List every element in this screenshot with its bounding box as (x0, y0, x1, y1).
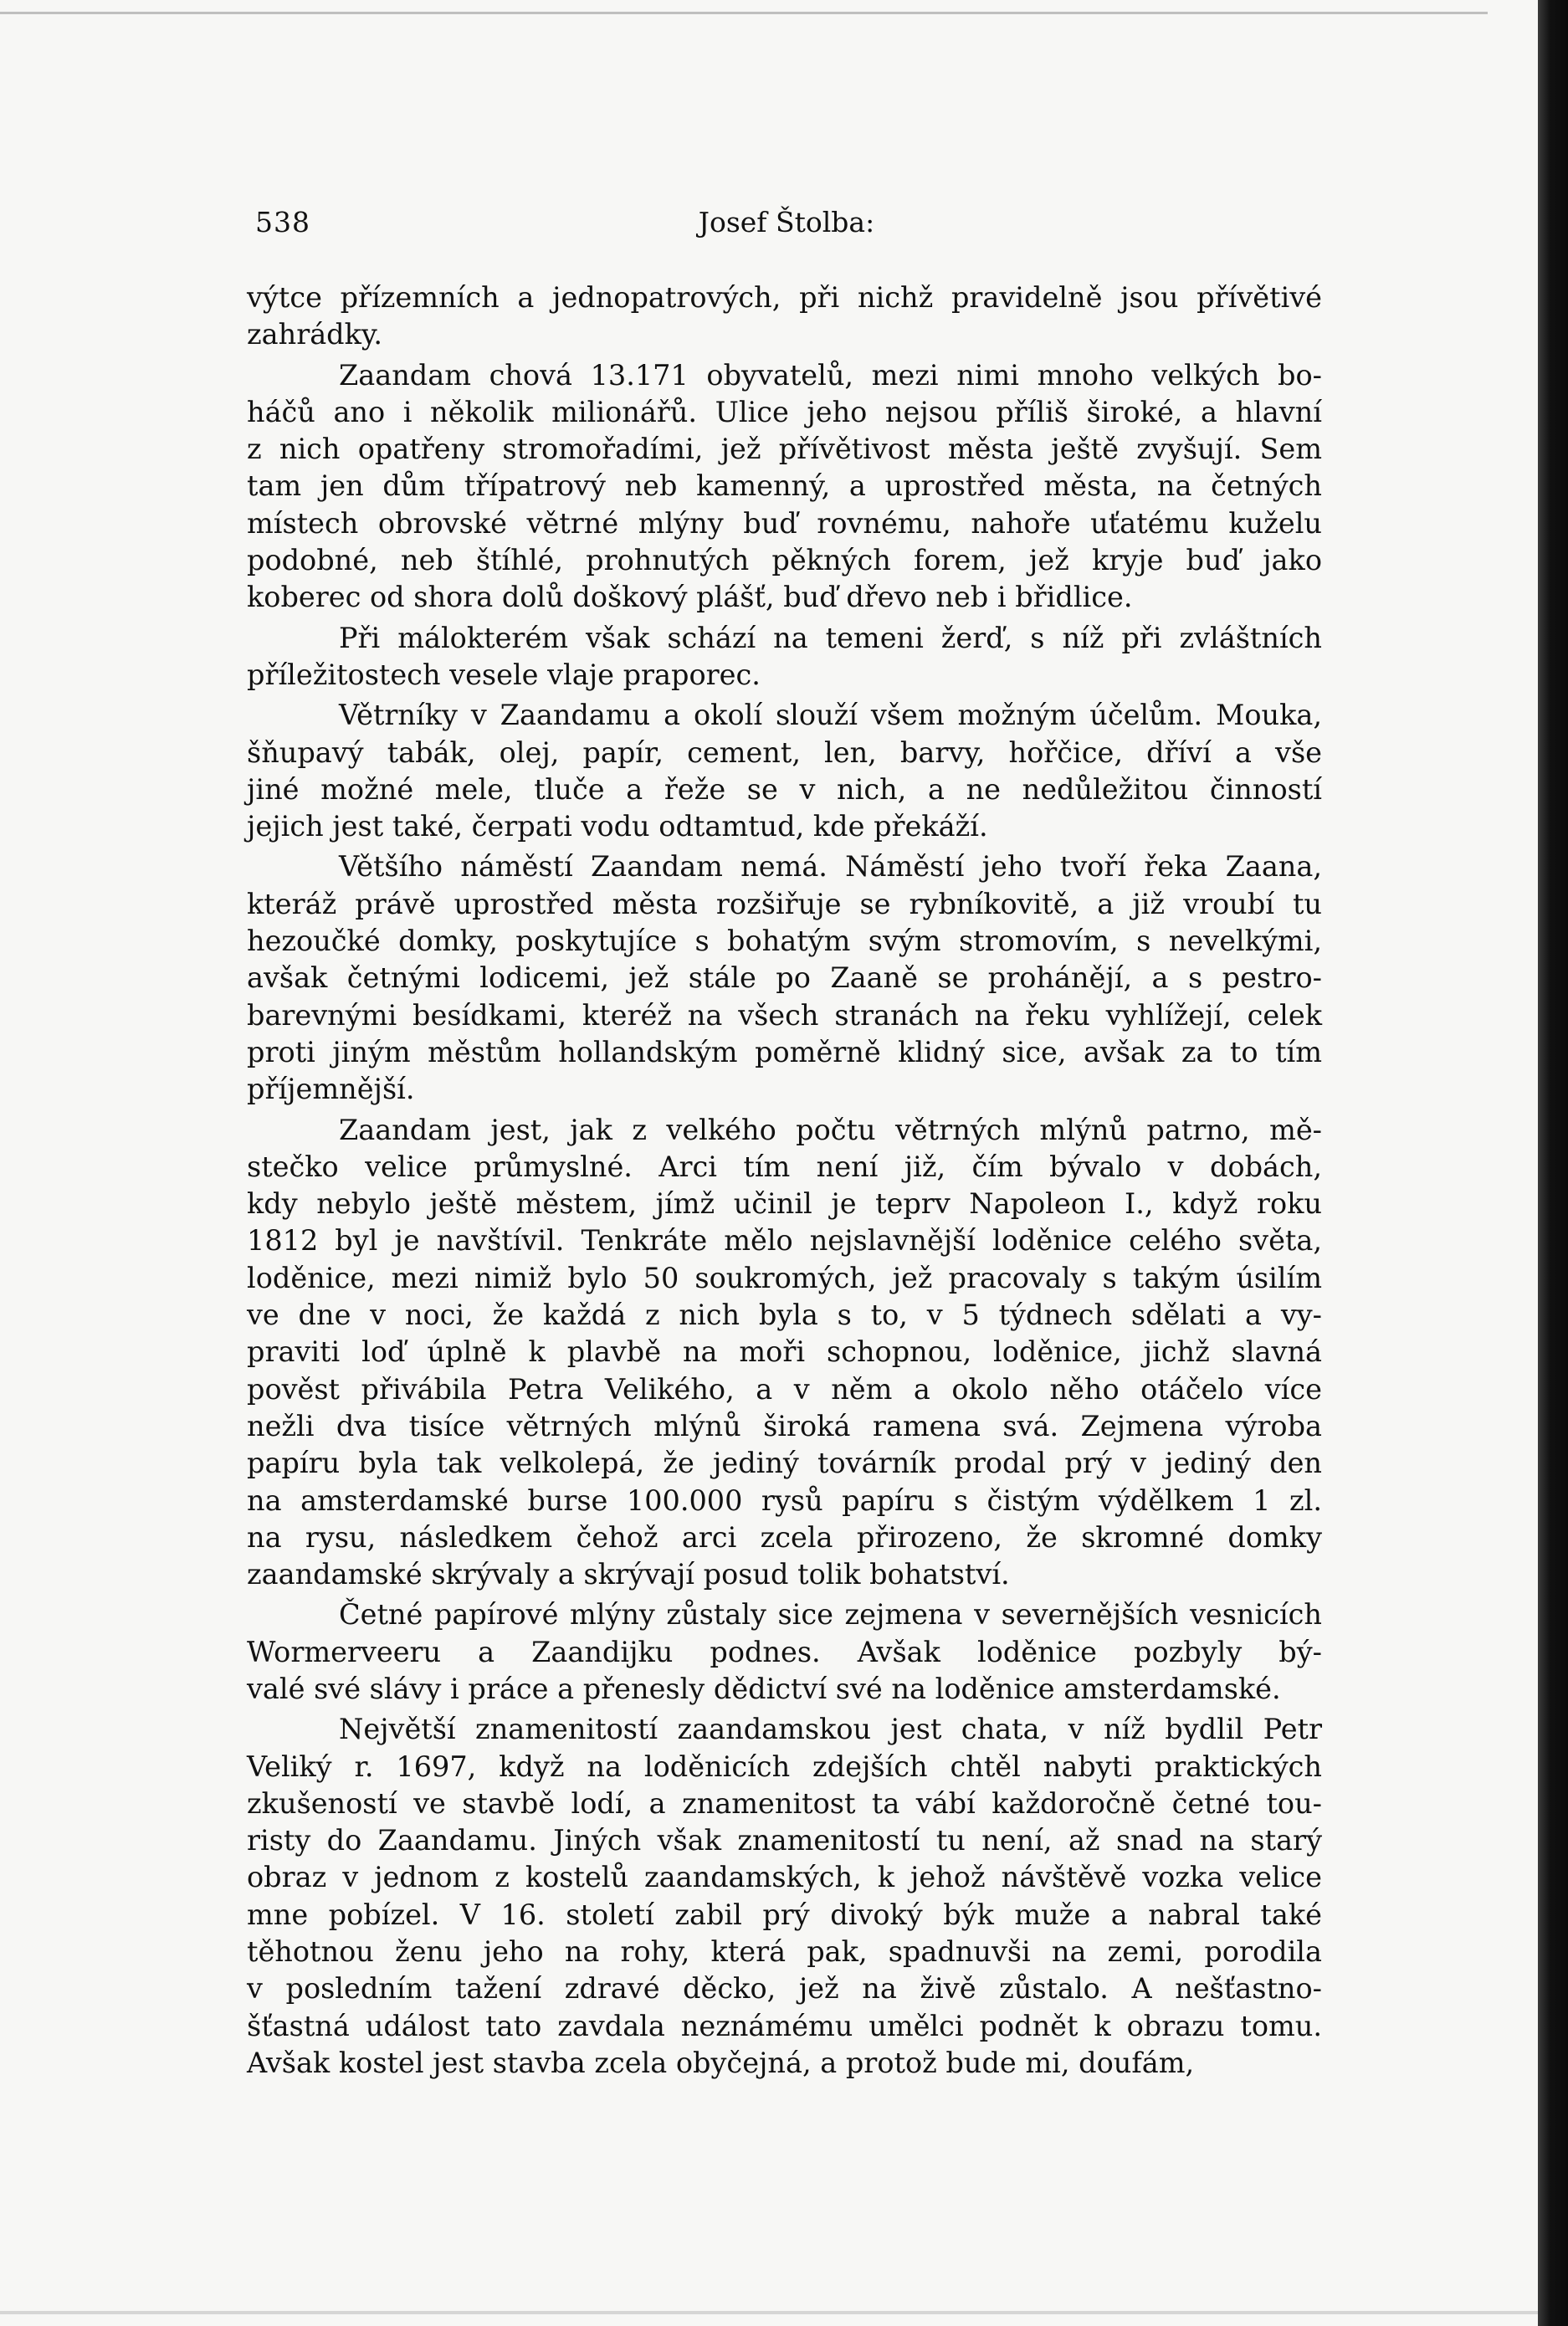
paragraph (247, 697, 1322, 845)
book-binding-edge (1538, 0, 1568, 2326)
text-line: obraz v jednom z kostelů zaandamských, k jehož návštěvě vozka velice (247, 1861, 1322, 1894)
text-line: pověst přivábila Petra Velikého, a v něm a okolo něho otáčelo více (247, 1372, 1322, 1406)
text-line: podobné, neb štíhlé, prohnutých pěkných forem, jež kryje buď jako (247, 544, 1322, 577)
text-line: kdy nebylo ještě městem, jímž učinil je teprv Napoleon I., když roku (247, 1187, 1322, 1221)
text-line: zkušeností ve stavbě lodí, a znamenitost ta vábí každoročně četné tou- (247, 1786, 1322, 1820)
paragraph (247, 620, 1322, 694)
text-line: Veliký r. 1697, když na loděnicích zdejších chtěl nabyti praktických (247, 1750, 1322, 1783)
text-line: příležitostech vesele vlaje praporec. (247, 658, 761, 691)
text-line: těhotnou ženu jeho na rohy, která pak, spadnuvši na zemi, porodila (247, 1935, 1322, 1969)
paragraph (247, 1711, 1322, 2082)
text-line: jiné možné mele, tluče a řeže se v nich, a ne nedůležitou činností (247, 772, 1322, 806)
text-line: Avšak kostel jest stavba zcela obyčejná, a protož bude mi, doufám, (247, 2046, 1195, 2079)
text-line: na rysu, následkem čehož arci zcela přirozeno, že skromné domky (247, 1520, 1322, 1554)
text-line: tam jen dům třípatrový neb kamenný, a uprostřed města, na četných (247, 469, 1322, 503)
text-line: Zaandam chová 13.171 obyvatelů, mezi nimi mnoho velkých bo- (339, 358, 1322, 392)
paragraph (247, 1596, 1322, 1708)
text-line: šňupavý tabák, olej, papír, cement, len, barvy, hořčice, dříví a vše (247, 735, 1322, 769)
text-line: Četné papírové mlýny zůstaly sice zejmena v severnějších vesnicích (339, 1598, 1322, 1632)
text-line: valé své slávy i práce a přenesly dědictví své na loděnice amsterdamské. (247, 1672, 1281, 1705)
text-line: zahrádky. (247, 318, 383, 351)
text-line: na amsterdamské burse 100.000 rysů papíru s čistým výdělkem 1 zl. (247, 1483, 1322, 1517)
text-line: papíru byla tak velkolepá, že jediný továrník prodal prý v jediný den (247, 1447, 1322, 1480)
text-line: praviti loď úplně k plavbě na moři schopnou, loděnice, jichž slavná (247, 1335, 1322, 1369)
body-text (247, 279, 1322, 2082)
page-number: 538 (255, 206, 310, 238)
text-line: ve dne v noci, že každá z nich byla s to, v 5 týdnech sdělati a vy- (247, 1299, 1322, 1332)
text-line: barevnými besídkami, kteréž na všech stranách na řeku vyhlížejí, celek (247, 998, 1322, 1032)
paragraph (247, 357, 1322, 617)
paragraph (247, 848, 1322, 1108)
text-line: loděnice, mezi nimiž bylo 50 soukromých, jež pracovaly s takým úsilím (247, 1261, 1322, 1294)
paragraph (247, 279, 1322, 354)
text-line: nežli dva tisíce větrných mlýnů široká ramena svá. Zejmena výroba (247, 1409, 1322, 1442)
running-header (255, 206, 1318, 248)
paragraph (247, 1112, 1322, 1594)
running-title: Josef Štolba: (698, 206, 875, 238)
text-line: Většího náměstí Zaandam nemá. Náměstí jeho tvoří řeka Zaana, (339, 850, 1322, 884)
text-line: Zaandam jest, jak z velkého počtu větrných mlýnů patrno, mě- (339, 1113, 1322, 1146)
text-line: hezoučké domky, poskytujíce s bohatým svým stromovím, s nevelkými, (247, 925, 1322, 958)
text-line: Wormerveeru a Zaandijku podnes. Avšak loděnice pozbyly bý- (247, 1635, 1322, 1668)
text-line: šťastná událost tato zavdala neznámému umělci podnět k obrazu tomu. (247, 2009, 1322, 2042)
text-line: výtce přízemních a jednopatrových, při nichž pravidelně jsou přívětivé (247, 281, 1322, 314)
text-line: jejich jest také, čerpati vodu odtamtud, kde překáží. (247, 810, 988, 843)
text-line: příjemnější. (247, 1073, 415, 1106)
text-line: kteráž právě uprostřed města rozšiřuje se rybníkovitě, a již vroubí tu (247, 887, 1322, 920)
text-line: místech obrovské větrné mlýny buď rovnému, nahoře uťatému kuželu (247, 506, 1322, 540)
text-line: avšak četnými lodicemi, jež stále po Zaaně se prohánějí, a s pestro- (247, 961, 1322, 995)
top-edge-rule (0, 12, 1488, 14)
text-line: stečko velice průmyslné. Arci tím není již, čím bývalo v dobách, (247, 1150, 1322, 1183)
bottom-edge-rule (0, 2311, 1538, 2314)
text-line: Největší znamenitostí zaandamskou jest chata, v níž bydlil Petr (339, 1713, 1322, 1746)
text-line: Větrníky v Zaandamu a okolí slouží všem možným účelům. Mouka, (339, 699, 1322, 732)
text-line: z nich opatřeny stromořadími, jež přívětivost města ještě zvyšují. Sem (247, 433, 1322, 466)
text-line: háčů ano i několik milionářů. Ulice jeho nejsou příliš široké, a hlavní (247, 395, 1322, 428)
text-line: v posledním tažení zdravé děcko, jež na živě zůstalo. A nešťastno- (247, 1972, 1322, 2006)
text-line: zaandamské skrývaly a skrývají posud tolik bohatství. (247, 1558, 1010, 1591)
text-line: Při málokterém však schází na temeni žerď, s níž při zvláštních (339, 621, 1322, 654)
text-line: mne pobízel. V 16. století zabil prý divoký býk muže a nabral také (247, 1898, 1322, 1931)
text-line: 1812 byl je navštívil. Tenkráte mělo nejslavnější loděnice celého světa, (247, 1224, 1322, 1258)
text-line: koberec od shora dolů doškový plášť, buď dřevo neb i břidlice. (247, 581, 1133, 614)
text-line: proti jiným městům hollandským poměrně klidný sice, avšak za to tím (247, 1035, 1322, 1068)
text-line: risty do Zaandamu. Jiných však znamenitostí tu není, až snad na starý (247, 1824, 1322, 1857)
